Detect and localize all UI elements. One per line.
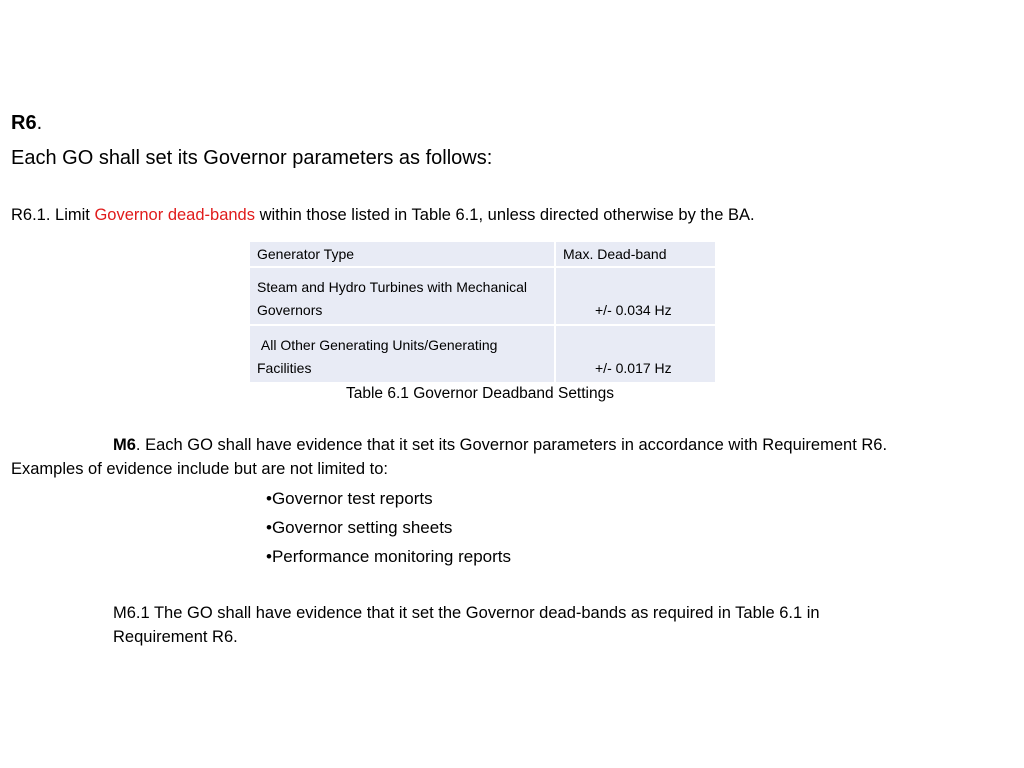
header-generator-type: Generator Type [249, 241, 555, 267]
r6-1-highlight: Governor dead-bands [94, 206, 255, 224]
measure-m6-text: . Each GO shall have evidence that it set its Governor parameters in accordance with Requirement R6. [135, 436, 888, 454]
measure-m6-line1 [113, 436, 887, 455]
table-caption: Table 6.1 Governor Deadband Settings [346, 385, 614, 402]
header-max-deadband: Max. Dead-band [555, 241, 716, 267]
r6-1-prefix: R6.1. Limit [11, 206, 95, 224]
measure-m6-1-line1: M6.1 The GO shall have evidence that it set the Governor dead-bands as required in Table 6.1 in [113, 604, 820, 622]
evidence-bullet-item: •Performance monitoring reports [266, 547, 511, 566]
deadband-table [248, 240, 717, 384]
sub-requirement-r6-1 [11, 206, 755, 225]
requirement-heading [11, 112, 42, 135]
evidence-bullet-item: •Governor test reports [266, 489, 433, 508]
requirement-heading-period: . [36, 112, 43, 134]
table-row [249, 325, 716, 383]
measure-m6-line2: Examples of evidence include but are not limited to: [11, 460, 388, 478]
r6-1-suffix: within those listed in Table 6.1, unless directed otherwise by the BA. [254, 206, 755, 224]
cell-generator-type: All Other Generating Units/Generating Facilities [249, 325, 555, 383]
table-row [249, 267, 716, 325]
cell-generator-type: Steam and Hydro Turbines with Mechanical Governors [249, 267, 555, 325]
evidence-bullet-item: •Governor setting sheets [266, 518, 453, 537]
measure-m6-1-line2: Requirement R6. [113, 628, 238, 646]
cell-max-deadband: +/- 0.034 Hz [555, 267, 716, 325]
measure-m6-label: M6 [113, 436, 136, 454]
table-header-row [249, 241, 716, 267]
requirement-label: R6 [11, 112, 37, 134]
requirement-intro: Each GO shall set its Governor parameters as follows: [11, 147, 493, 169]
cell-max-deadband: +/- 0.017 Hz [555, 325, 716, 383]
